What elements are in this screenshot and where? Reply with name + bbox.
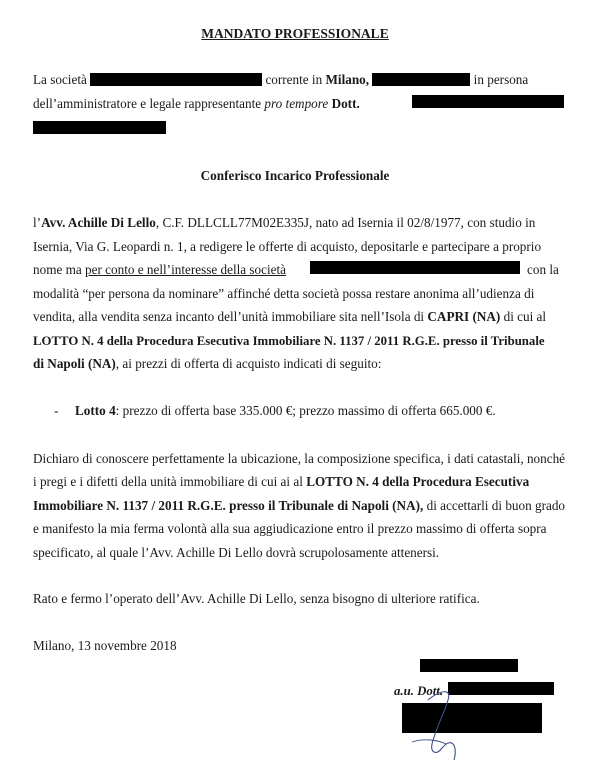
dichiaro-line-2: i pregi e i difetti della unità immobiliare di cui ai al LOTTO N. 4 della Procedura Esecutiva bbox=[33, 474, 530, 489]
incarico-line-2: Isernia, Via G. Leopardi n. 1, a redigere le offerte di acquisto, depositarle e partecipare a proprio bbox=[33, 239, 542, 254]
intro-pro-tempore: pro tempore bbox=[264, 96, 329, 111]
intro-dott: Dott. bbox=[331, 96, 360, 111]
lawyer-name: Avv. Achille Di Lello bbox=[41, 215, 156, 230]
intro-la: La bbox=[33, 72, 47, 87]
incarico-line-4: modalità “per persona da nominare” affinché detta società possa restare anonima all’udienza di bbox=[33, 286, 535, 301]
section-subtitle: Conferisco Incarico Professionale bbox=[200, 168, 390, 183]
intro-in-persona: in persona bbox=[473, 72, 529, 87]
ratification-line: Rato e fermo l’operato dell’Avv. Achille Di Lello, senza bisogno di ulteriore ratifica. bbox=[33, 591, 480, 606]
intro-role: dell’amministratore e legale rappresentante bbox=[33, 96, 262, 111]
incarico-line-6: LOTTO N. 4 della Procedura Esecutiva Immobiliare N. 1137 / 2011 R.G.E. presso il Tribunale bbox=[33, 334, 545, 348]
intro-societa: società bbox=[50, 72, 87, 87]
incarico-line-3: nome ma per conto e nell’interesse della società bbox=[33, 262, 287, 277]
dichiaro-line-1: Dichiaro di conoscere perfettamente la ubicazione, la composizione specifica, i dati catastali, nonché bbox=[33, 451, 566, 466]
dichiaro-line-3: Immobiliare N. 1137 / 2011 R.G.E. presso il Tribunale di Napoli (NA), di accettarli di buon grado bbox=[33, 498, 566, 513]
signature-label: a.u. Dott. bbox=[394, 684, 444, 698]
incarico-line-5: vendita, alla vendita senza incanto dell’unità immobiliare sita nell’Isola di CAPRI (NA) di cui al bbox=[33, 309, 547, 324]
napoli-bold: di Napoli (NA) bbox=[33, 356, 116, 371]
incarico-line-7: di Napoli (NA), ai prezzi di offerta di acquisto indicati di seguito: bbox=[33, 356, 382, 371]
intro-corrente-in: corrente in bbox=[265, 72, 323, 87]
lotto-bullet: - bbox=[54, 403, 59, 418]
lotto-prices: : prezzo di offerta base 335.000 €; prezzo massimo di offerta 665.000 €. bbox=[115, 403, 496, 418]
dichiaro-line-4: e manifesto la mia ferma volontà alla sua aggiudicazione entro il prezzo massimo di offerta sopra bbox=[33, 521, 547, 536]
document-title: MANDATO PROFESSIONALE bbox=[201, 26, 389, 41]
dichiaro-line-5: specificato, al quale l’Avv. Achille Di Lello dovrà scrupolosamente attenersi. bbox=[33, 545, 440, 560]
capri-bold: CAPRI (NA) bbox=[427, 309, 501, 324]
incarico-line-1: l’Avv. Achille Di Lello, C.F. DLLCLL77M02E335J, nato ad Isernia il 02/8/1977, con studio in bbox=[33, 215, 536, 230]
lotto-label: Lotto 4 bbox=[75, 403, 116, 418]
per-conto-underlined: per conto e nell’interesse della società bbox=[85, 262, 287, 277]
incarico-line-3-end: con la bbox=[527, 262, 559, 277]
place-date: Milano, 13 novembre 2018 bbox=[33, 638, 177, 653]
intro-city: Milano, bbox=[325, 72, 370, 87]
